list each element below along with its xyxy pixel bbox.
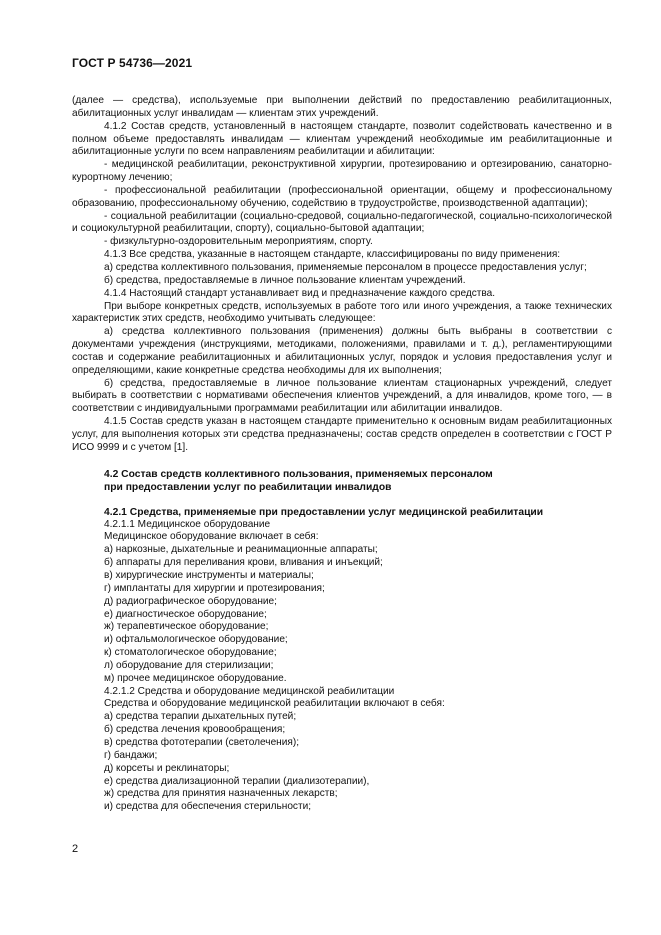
list-item: б) средства лечения кровообращения; [104,724,286,736]
paragraph: 4.1.4 Настоящий стандарт устанавливает вид и предназначение каждого средства. [104,287,496,299]
paragraph: а) средства коллективного пользования (применения) должны быть выбраны в соответствии с документами учреждения (инструкциями, методиками, положениями, правилами и т. д.), регламентирующими состав и содержание реабилитационных и абилитационных услуг, порядок и условия предоставления услуг и определяющими, какие конкретные средства необходимы для их выполнения; [72,326,612,376]
list-item: д) радиографическое оборудование; [104,595,277,607]
list-item: л) оборудование для стерилизации; [104,659,274,671]
list-item: и) средства для обеспечения стерильности; [104,801,312,813]
list-item: ж) средства для принятия назначенных лекарств; [104,788,338,800]
page-number: 2 [72,843,79,855]
paragraph: (далее — средства), используемые при выполнении действий по предоставлению реабилитационных, абилитационных услуг инвалидам — клиентам этих учреждений. [72,95,612,119]
list-item: и) офтальмологическое оборудование; [104,634,288,646]
list-item: в) хирургические инструменты и материалы; [104,570,314,581]
subsection-title: 4.2.1.2 Средства и оборудование медицинской реабилитации [104,685,395,697]
list-item: м) прочее медицинское оборудование. [104,672,287,684]
list-intro: Средства и оборудование медицинской реабилитации включают в себя: [104,698,445,710]
paragraph: - профессиональной реабилитации (профессиональной ориентации, общему и профессиональному образованию, профессиональному обучению, содействию в трудоустройстве, производственной адаптации); [72,184,612,209]
section-heading-4-2 [72,468,612,494]
section-heading-4-2-1: 4.2.1 Средства, применяемые при предоставлении услуг медицинской реабилитации [104,506,544,518]
section-heading-line: 4.2 Состав средств коллективного пользования, применяемых персоналом [104,468,493,480]
paragraph: - физкультурно-оздоровительным мероприятиям, спорту. [104,236,373,248]
list-item: е) средства диализационной терапии (диализотерапии), [104,775,370,787]
paragraph: 4.1.5 Состав средств указан в настоящем стандарте применительно к основным видам реабилитационных услуг, для выполнения которых эти средства предназначены; состав средств определен в соответствии с ГОСТ Р ИСО 9999 и с учетом [1]. [72,416,612,453]
list-item: к) стоматологическое оборудование; [104,647,277,659]
list-item: б) аппараты для переливания крови, вливания и инъекций; [104,557,383,569]
list-item: ж) терапевтическое оборудование; [104,621,269,633]
subsection-title: 4.2.1.1 Медицинское оборудование [104,518,271,530]
paragraph: 4.1.2 Состав средств, установленный в настоящем стандарте, позволит содействовать качественно и в полном объеме предоставлять инвалидам — клиентам учреждений необходимые им реабилитационные и абилитационные услуги по всем направлениям реабилитации и абилитации: [72,120,612,158]
document-body [72,95,612,814]
paragraph: При выборе конкретных средств, используемых в работе того или иного учреждения, а также технических характеристик этих средств, необходимо учитывать следующее: [72,300,612,325]
list-item: г) бандажи; [104,749,158,761]
list-item: а) средства терапии дыхательных путей; [104,711,297,723]
paragraph: 4.1.3 Все средства, указанные в настоящем стандарте, классифицированы по виду применения: [104,249,561,261]
paragraph: б) средства, предоставляемые в личное пользование клиентам стационарных учреждений, следует выбирать в соответствии с нормативами обеспечения клиентов учреждений, а для инвалидов, кроме того, — в соответствии с индивидуальными программами реабилитации или абилитации инвалидов. [72,377,612,415]
paragraph: б) средства, предоставляемые в личное пользование клиентам учреждений. [104,274,466,286]
document-header: ГОСТ Р 54736—2021 [72,56,193,70]
list-item: в) средства фототерапии (светолечения); [104,736,300,748]
list-item: г) имплантаты для хирургии и протезирования; [104,582,325,594]
list-intro: Медицинское оборудование включает в себя: [104,531,319,543]
list-item: д) корсеты и реклинаторы; [104,762,230,774]
list-item: а) наркозные, дыхательные и реанимационные аппараты; [104,544,378,556]
paragraph: - социальной реабилитации (социально-средовой, социально-педагогической, социально-психологической и социокультурной реабилитации, спорту), социально-бытовой адаптации; [72,210,612,235]
list-item: е) диагностическое оборудование; [104,608,267,620]
paragraph: - медицинской реабилитации, реконструктивной хирургии, протезированию и ортезированию, санаторно-курортному лечению; [72,159,612,184]
paragraph: а) средства коллективного пользования, применяемые персоналом в процессе предоставления услуг; [104,261,587,273]
section-heading-line: при предоставлении услуг по реабилитации инвалидов [104,481,392,493]
